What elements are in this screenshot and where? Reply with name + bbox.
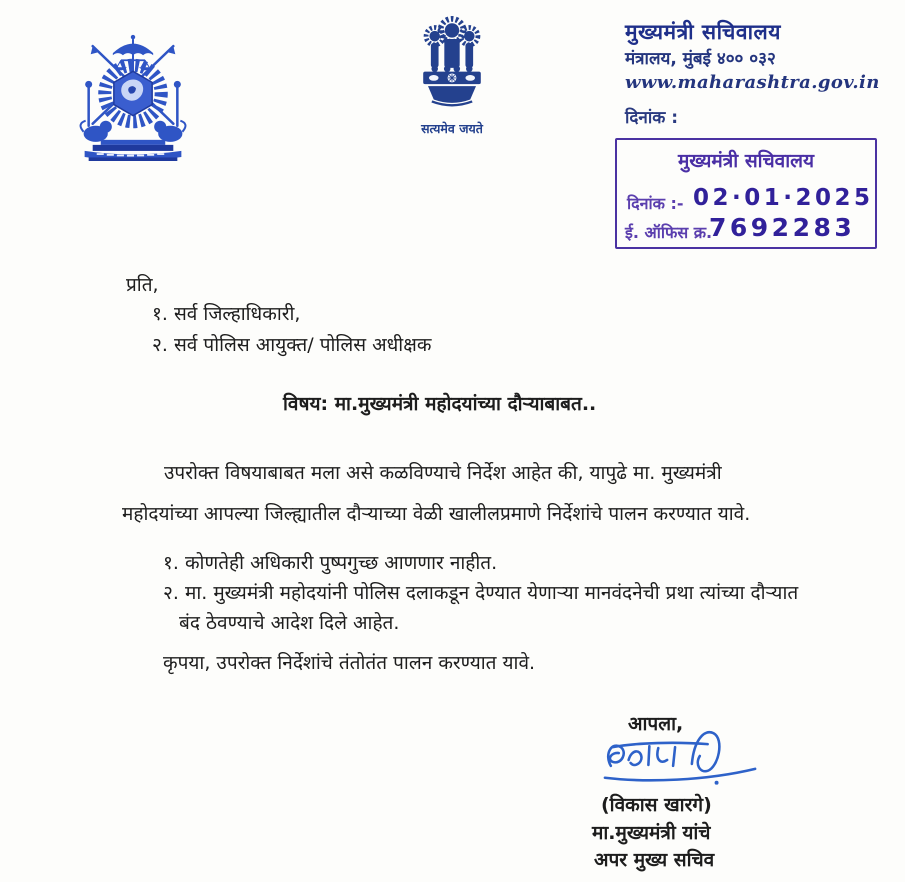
stamp-office-title: मुख्यमंत्री सचिवालय bbox=[677, 150, 815, 172]
printed-date-label: दिनांक : bbox=[625, 108, 679, 128]
state-crest-emblem-icon bbox=[62, 29, 204, 161]
recipient-item: २. सर्व पोलिस आयुक्त/ पोलिस अधीक्षक bbox=[152, 334, 432, 356]
signatory-name: (विकास खारगे) bbox=[601, 794, 712, 816]
directive-item: १. कोणतेही अधिकारी पुष्पगुच्छ आणणार नाहीत. bbox=[163, 552, 498, 574]
directives-list bbox=[163, 548, 815, 638]
stamp-eoffice-label: ई. ऑफिस क्र. bbox=[625, 223, 713, 242]
ashoka-lion-capital-emblem-icon bbox=[404, 10, 500, 118]
signature-salutation: आपला, bbox=[628, 713, 684, 735]
signatory-designation: अपर मुख्य सचिव bbox=[594, 849, 715, 871]
stamp-date-value: 02·01·2025 bbox=[693, 185, 874, 211]
stamp-eoffice-number: 7692283 bbox=[709, 213, 856, 242]
body-paragraph: उपरोक्त विषयाबाबत मला असे कळविण्याचे निर्देश आहेत की, यापुढे मा. मुख्यमंत्री महोदयांच्या आपल्या जिल्ह्यातील दौऱ्याच्या वेळी खालीलप्रमाणे निर्देशांचे पालन करण्यात यावे. bbox=[122, 462, 751, 525]
inward-stamp bbox=[615, 138, 877, 249]
handwritten-signature-icon bbox=[597, 726, 765, 788]
office-address: मंत्रालय, मुंबई ४०० ०३२ bbox=[625, 49, 776, 69]
stamp-date-label: दिनांक :- bbox=[627, 194, 684, 213]
recipient-item: १. सर्व जिल्हाधिकारी, bbox=[152, 303, 301, 325]
emblem-motto-text: सत्यमेव जयते bbox=[421, 121, 483, 136]
signatory-designation: मा.मुख्यमंत्री यांचे bbox=[592, 822, 711, 844]
directive-item: २. मा. मुख्यमंत्री महोदयांनी पोलिस दलाकडून देण्यात येणाऱ्या मानवंदनेची प्रथा त्यांच्या दौऱ्यात बंद ठेवण्याचे आदेश दिले आहेत. bbox=[163, 582, 799, 634]
closing-line: कृपया, उपरोक्त निर्देशांचे तंतोतंत पालन करण्यात यावे. bbox=[163, 652, 536, 674]
office-title: मुख्यमंत्री सचिवालय bbox=[625, 20, 781, 44]
website-url: www.maharashtra.gov.in bbox=[625, 72, 880, 93]
recipients-salutation: प्रति, bbox=[126, 274, 159, 296]
subject-line: विषय: मा.मुख्यमंत्री महोदयांच्या दौऱ्याबाबत.. bbox=[283, 393, 597, 415]
